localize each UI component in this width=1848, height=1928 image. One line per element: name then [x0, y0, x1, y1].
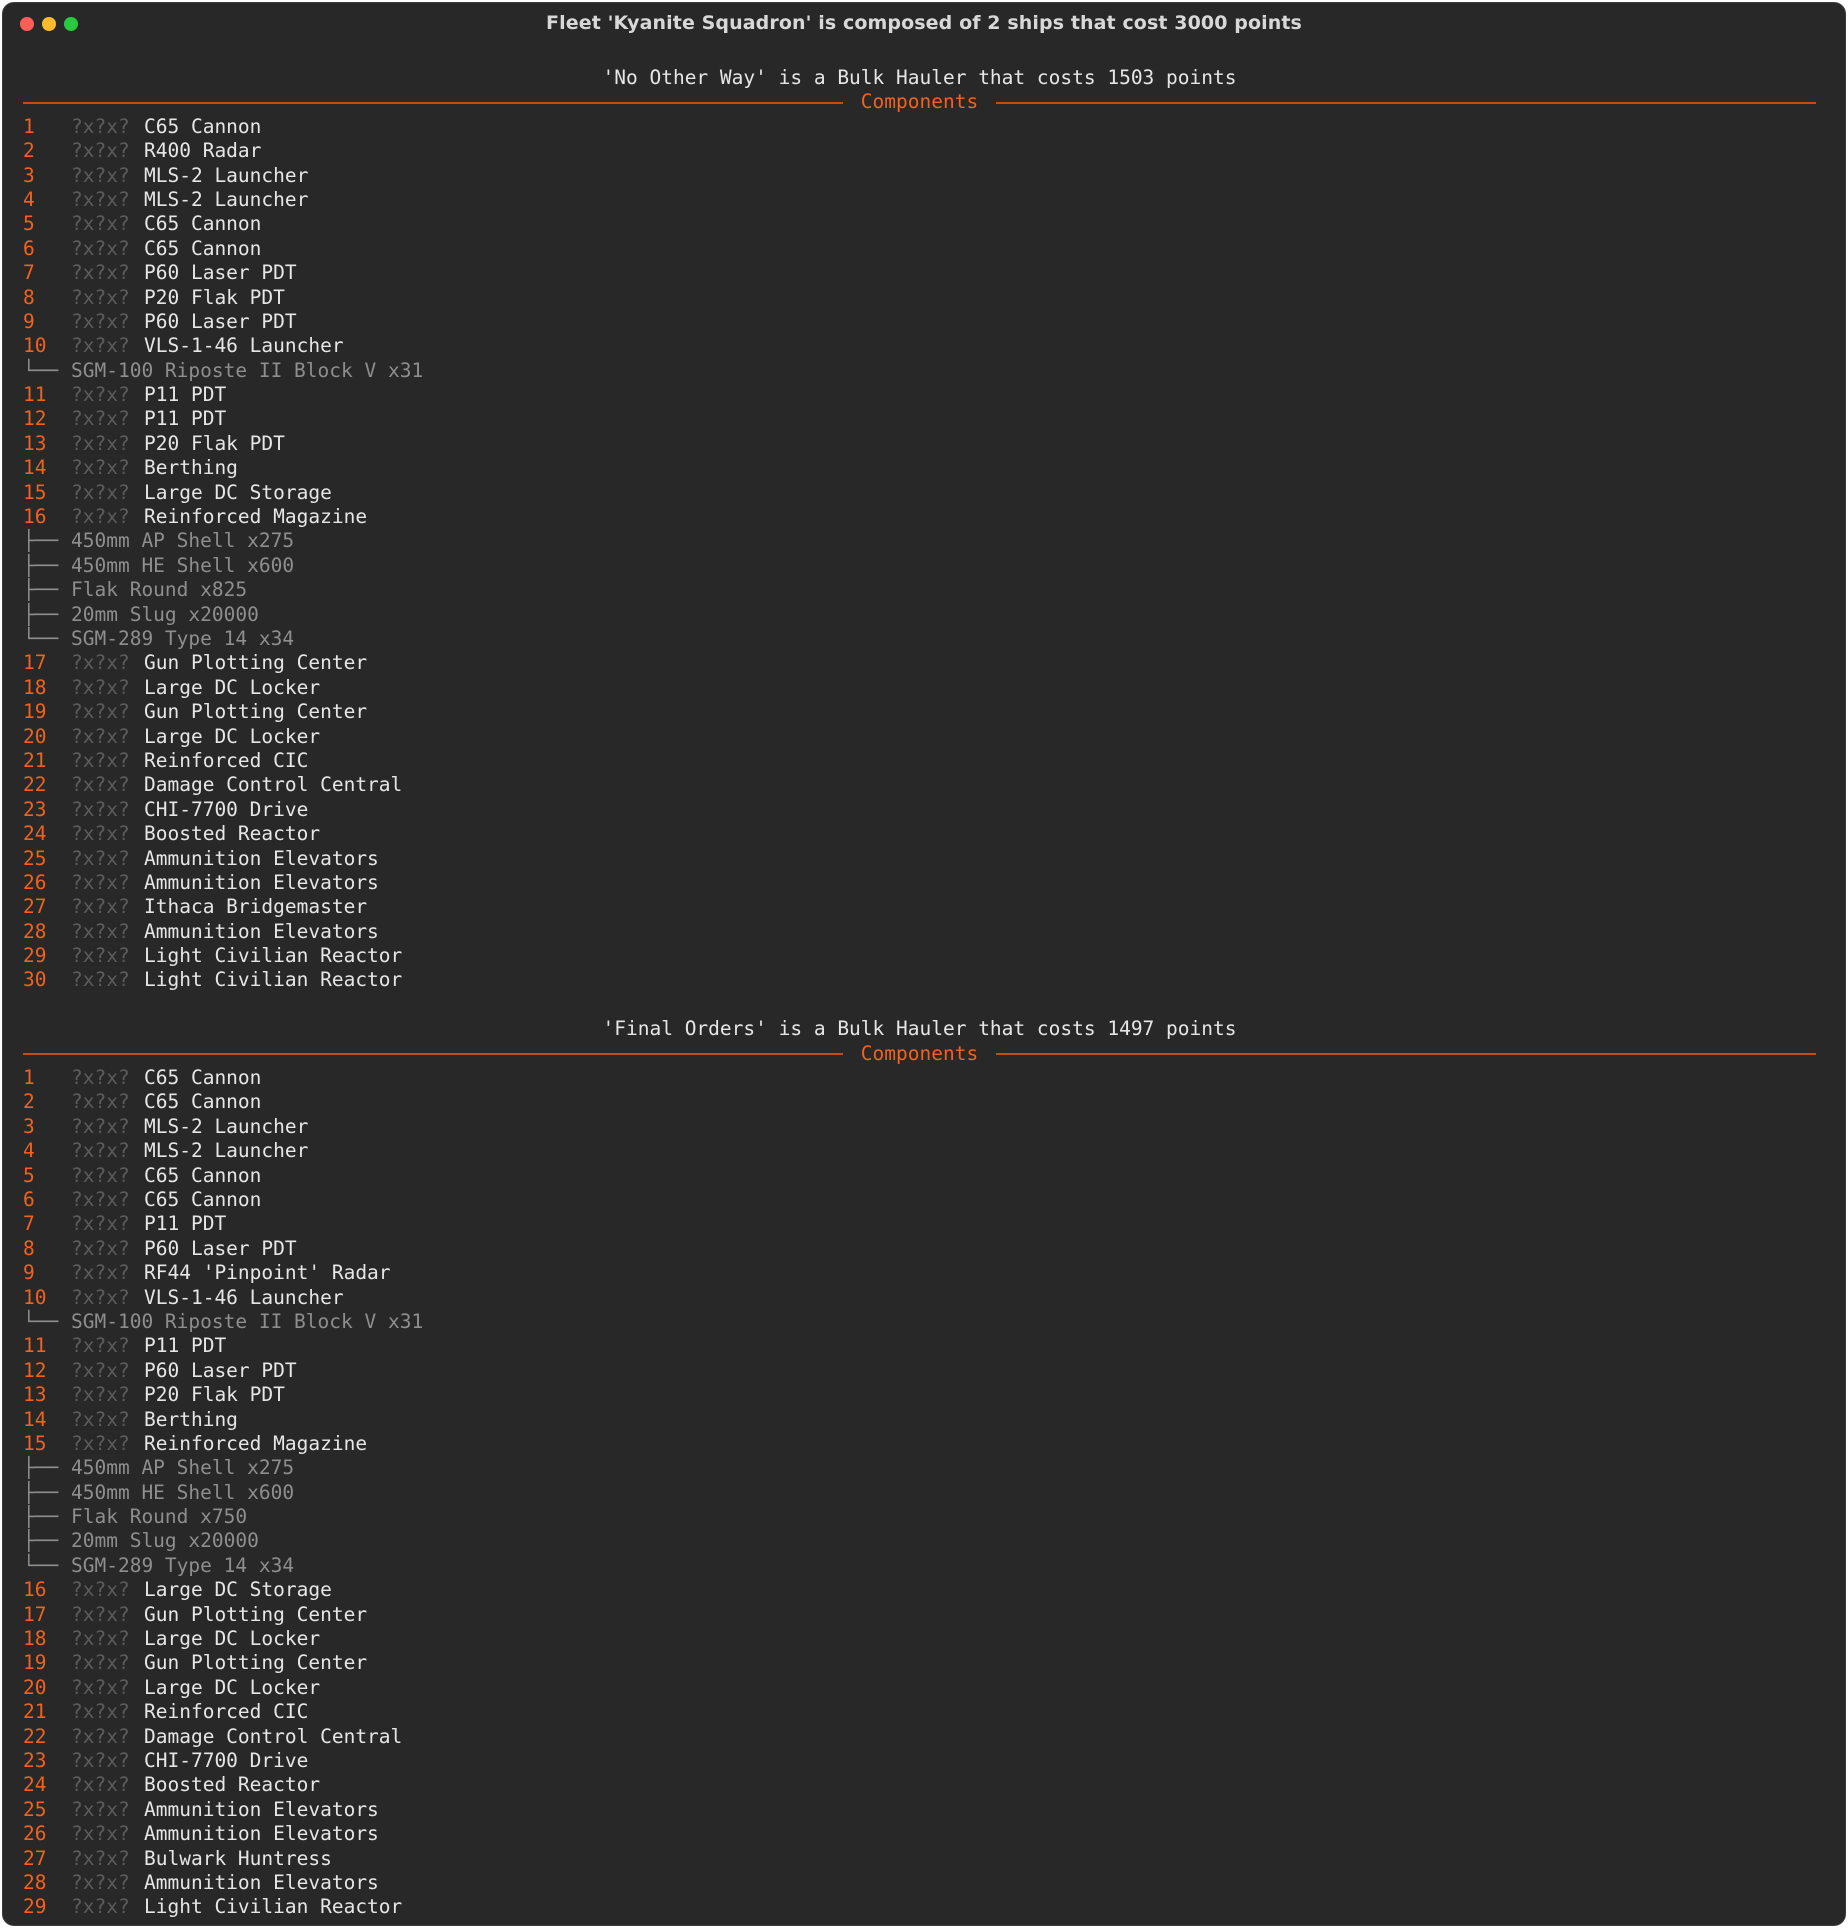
component-size: ?x?x? — [71, 1431, 130, 1455]
tree-branch: └── — [23, 1309, 59, 1333]
component-size: ?x?x? — [71, 1261, 130, 1285]
component-index: 21 — [23, 1700, 47, 1724]
component-size: ?x?x? — [71, 1090, 130, 1114]
component-name: P11 PDT — [144, 407, 227, 431]
component-name: R400 Radar — [144, 139, 262, 163]
component-size: ?x?x? — [71, 1870, 130, 1894]
component-name: Ammunition Elevators — [144, 1870, 379, 1894]
component-name: C65 Cannon — [144, 1188, 262, 1211]
tree-branch: ├── — [23, 578, 59, 602]
component-index: 14 — [23, 456, 47, 480]
component-row — [23, 1383, 1816, 1407]
component-size: ?x?x? — [71, 139, 130, 163]
component-row — [23, 1115, 1816, 1139]
ammo-row — [23, 627, 1816, 651]
component-index: 2 — [23, 1090, 35, 1114]
divider-line — [23, 102, 843, 104]
component-size: ?x?x? — [71, 285, 130, 309]
component-name: Ammunition Elevators — [144, 919, 379, 943]
component-row — [23, 286, 1816, 310]
tree-branch: ├── — [23, 553, 59, 577]
component-index: 8 — [23, 1236, 35, 1260]
component-size: ?x?x? — [71, 1724, 130, 1748]
component-row — [23, 432, 1816, 456]
component-index: 28 — [23, 1870, 47, 1894]
ammo-row — [23, 529, 1816, 553]
component-name: P11 PDT — [144, 1212, 227, 1236]
component-index: 25 — [23, 1797, 47, 1821]
ship-heading: 'No Other Way' is a Bulk Hauler that costs 1503 points — [602, 66, 1237, 89]
tree-branch: ├── — [23, 529, 59, 553]
component-size: ?x?x? — [71, 1578, 130, 1602]
component-index: 3 — [23, 163, 35, 187]
component-name: P60 Laser PDT — [144, 1236, 297, 1260]
section-gap — [23, 993, 1816, 1017]
component-index: 2 — [23, 139, 35, 163]
component-name: Large DC Locker — [144, 675, 321, 699]
component-size: ?x?x? — [71, 407, 130, 431]
ship-section — [23, 1017, 1816, 1919]
component-size: ?x?x? — [71, 1334, 130, 1358]
component-row — [23, 651, 1816, 675]
component-size: ?x?x? — [71, 114, 130, 138]
component-row — [23, 1603, 1816, 1627]
component-row — [23, 383, 1816, 407]
ammo-name: 20mm Slug x20000 — [71, 602, 259, 626]
component-name: VLS-1-46 Launcher — [144, 334, 344, 358]
component-name: Berthing — [144, 1407, 238, 1431]
component-row — [23, 1090, 1816, 1114]
component-name: Gun Plotting Center — [144, 651, 368, 675]
component-index: 10 — [23, 1285, 47, 1309]
tree-branch: ├── — [23, 1480, 59, 1504]
component-index: 16 — [23, 1578, 47, 1602]
component-name: CHI-7700 Drive — [144, 797, 309, 821]
component-row — [23, 164, 1816, 188]
ship-heading: 'Final Orders' is a Bulk Hauler that costs 1497 points — [602, 1017, 1237, 1041]
component-size: ?x?x? — [71, 797, 130, 821]
component-name: P60 Laser PDT — [144, 261, 297, 285]
component-size: ?x?x? — [71, 431, 130, 455]
component-index: 29 — [23, 1895, 47, 1919]
component-row — [23, 505, 1816, 529]
component-row — [23, 115, 1816, 139]
title-bar — [3, 3, 1845, 43]
component-name: Boosted Reactor — [144, 1773, 321, 1797]
component-row — [23, 1139, 1816, 1163]
component-size: ?x?x? — [71, 895, 130, 919]
component-row — [23, 1237, 1816, 1261]
component-index: 13 — [23, 431, 47, 455]
component-row — [23, 212, 1816, 236]
component-size: ?x?x? — [71, 1066, 130, 1090]
component-name: Ithaca Bridgemaster — [144, 895, 368, 919]
component-size: ?x?x? — [71, 1627, 130, 1651]
component-size: ?x?x? — [71, 1212, 130, 1236]
ammo-row — [23, 603, 1816, 627]
component-index: 9 — [23, 309, 35, 333]
component-row — [23, 1700, 1816, 1724]
component-name: Ammunition Elevators — [144, 1822, 379, 1846]
component-index: 26 — [23, 1822, 47, 1846]
divider-line — [996, 1053, 1816, 1055]
component-size: ?x?x? — [71, 456, 130, 480]
component-size: ?x?x? — [71, 651, 130, 675]
component-row — [23, 1725, 1816, 1749]
component-row — [23, 1261, 1816, 1285]
component-row — [23, 334, 1816, 358]
component-index: 8 — [23, 285, 35, 309]
component-size: ?x?x? — [71, 505, 130, 529]
component-size: ?x?x? — [71, 1236, 130, 1260]
component-row — [23, 1408, 1816, 1432]
component-name: Berthing — [144, 456, 238, 480]
component-size: ?x?x? — [71, 1895, 130, 1919]
component-name: P20 Flak PDT — [144, 1383, 285, 1407]
component-size: ?x?x? — [71, 1675, 130, 1699]
component-name: Reinforced CIC — [144, 748, 309, 772]
ammo-row — [23, 1481, 1816, 1505]
component-index: 10 — [23, 334, 47, 358]
ammo-name: Flak Round x825 — [71, 578, 248, 602]
tree-branch: └── — [23, 1553, 59, 1577]
ammo-row — [23, 1310, 1816, 1334]
component-name: Reinforced Magazine — [144, 505, 368, 529]
component-size: ?x?x? — [71, 1602, 130, 1626]
component-name: P11 PDT — [144, 383, 227, 407]
component-index: 22 — [23, 773, 47, 797]
component-name: Large DC Storage — [144, 1578, 332, 1602]
component-index: 20 — [23, 724, 47, 748]
tree-branch: └── — [23, 627, 59, 650]
ammo-name: 450mm AP Shell x275 — [71, 529, 295, 553]
component-index: 21 — [23, 748, 47, 772]
component-size: ?x?x? — [71, 1188, 130, 1211]
component-row — [23, 1798, 1816, 1822]
component-row — [23, 1286, 1816, 1310]
component-row — [23, 1822, 1816, 1846]
component-index: 5 — [23, 212, 35, 236]
component-name: MLS-2 Launcher — [144, 163, 309, 187]
ammo-row — [23, 1456, 1816, 1480]
tree-branch: ├── — [23, 602, 59, 626]
component-name: Ammunition Elevators — [144, 846, 379, 870]
component-row — [23, 871, 1816, 895]
component-row — [23, 1432, 1816, 1456]
component-index: 13 — [23, 1383, 47, 1407]
component-index: 12 — [23, 407, 47, 431]
component-name: Large DC Locker — [144, 724, 321, 748]
ammo-name: SGM-100 Riposte II Block V x31 — [71, 358, 424, 382]
component-index: 19 — [23, 700, 47, 724]
component-size: ?x?x? — [71, 480, 130, 504]
component-name: Reinforced CIC — [144, 1700, 309, 1724]
component-index: 18 — [23, 675, 47, 699]
components-label: Components — [860, 1041, 979, 1065]
component-row — [23, 968, 1816, 992]
component-row — [23, 822, 1816, 846]
component-size: ?x?x? — [71, 1139, 130, 1163]
window-title: Fleet 'Kyanite Squadron' is composed of 2 ships that cost 3000 points — [546, 12, 1302, 34]
component-size: ?x?x? — [71, 261, 130, 285]
component-name: RF44 'Pinpoint' Radar — [144, 1261, 391, 1285]
component-index: 17 — [23, 1602, 47, 1626]
component-index: 27 — [23, 1846, 47, 1870]
component-name: P11 PDT — [144, 1334, 227, 1358]
component-size: ?x?x? — [71, 968, 130, 992]
component-name: C65 Cannon — [144, 236, 262, 260]
component-name: Ammunition Elevators — [144, 1797, 379, 1821]
component-name: C65 Cannon — [144, 1066, 262, 1090]
component-index: 4 — [23, 1139, 35, 1163]
component-name: C65 Cannon — [144, 1163, 262, 1187]
component-index: 22 — [23, 1724, 47, 1748]
component-row — [23, 847, 1816, 871]
component-name: MLS-2 Launcher — [144, 187, 309, 211]
component-index: 20 — [23, 1675, 47, 1699]
component-index: 6 — [23, 1188, 35, 1211]
divider-line — [996, 102, 1816, 104]
component-size: ?x?x? — [71, 1700, 130, 1724]
component-index: 15 — [23, 1431, 47, 1455]
component-index: 6 — [23, 236, 35, 260]
component-row — [23, 310, 1816, 334]
component-row — [23, 1578, 1816, 1602]
component-row — [23, 1212, 1816, 1236]
component-size: ?x?x? — [71, 1822, 130, 1846]
component-index: 16 — [23, 505, 47, 529]
component-size: ?x?x? — [71, 1651, 130, 1675]
component-row — [23, 407, 1816, 431]
component-index: 17 — [23, 651, 47, 675]
component-index: 14 — [23, 1407, 47, 1431]
component-name: P60 Laser PDT — [144, 309, 297, 333]
component-name: MLS-2 Launcher — [144, 1139, 309, 1163]
component-index: 25 — [23, 846, 47, 870]
ammo-name: Flak Round x750 — [71, 1505, 248, 1529]
component-name: Reinforced Magazine — [144, 1431, 368, 1455]
component-size: ?x?x? — [71, 944, 130, 968]
component-size: ?x?x? — [71, 334, 130, 358]
component-index: 11 — [23, 383, 47, 407]
component-name: Gun Plotting Center — [144, 700, 368, 724]
component-name: VLS-1-46 Launcher — [144, 1285, 344, 1309]
component-index: 26 — [23, 870, 47, 894]
component-row — [23, 1334, 1816, 1358]
component-size: ?x?x? — [71, 1163, 130, 1187]
component-index: 28 — [23, 919, 47, 943]
ammo-name: SGM-100 Riposte II Block V x31 — [71, 1309, 424, 1333]
component-size: ?x?x? — [71, 1285, 130, 1309]
tree-branch: └── — [23, 358, 59, 382]
component-size: ?x?x? — [71, 773, 130, 797]
component-name: Gun Plotting Center — [144, 1651, 368, 1675]
tree-branch: ├── — [23, 1456, 59, 1480]
component-index: 27 — [23, 895, 47, 919]
component-index: 19 — [23, 1651, 47, 1675]
component-row — [23, 1676, 1816, 1700]
component-row — [23, 1773, 1816, 1797]
component-row — [23, 676, 1816, 700]
component-name: Large DC Storage — [144, 480, 332, 504]
component-size: ?x?x? — [71, 700, 130, 724]
component-size: ?x?x? — [71, 675, 130, 699]
component-row — [23, 895, 1816, 919]
component-name: Damage Control Central — [144, 1724, 403, 1748]
component-index: 12 — [23, 1358, 47, 1382]
component-row — [23, 456, 1816, 480]
component-name: C65 Cannon — [144, 1090, 262, 1114]
ammo-name: 450mm AP Shell x275 — [71, 1456, 295, 1480]
component-size: ?x?x? — [71, 1358, 130, 1382]
component-row — [23, 773, 1816, 797]
component-index: 1 — [23, 1066, 35, 1090]
ammo-name: SGM-289 Type 14 x34 — [71, 627, 295, 650]
component-name: Light Civilian Reactor — [144, 968, 403, 992]
component-name: P20 Flak PDT — [144, 285, 285, 309]
tree-branch: ├── — [23, 1529, 59, 1553]
components-label: Components — [860, 90, 979, 114]
component-row — [23, 798, 1816, 822]
terminal-window — [2, 2, 1846, 1926]
component-name: Damage Control Central — [144, 773, 403, 797]
component-index: 5 — [23, 1163, 35, 1187]
component-size: ?x?x? — [71, 1846, 130, 1870]
ammo-row — [23, 359, 1816, 383]
component-name: C65 Cannon — [144, 114, 262, 138]
component-row — [23, 1651, 1816, 1675]
component-row — [23, 944, 1816, 968]
component-row — [23, 1188, 1816, 1212]
component-name: C65 Cannon — [144, 212, 262, 236]
component-size: ?x?x? — [71, 1748, 130, 1772]
ammo-row — [23, 1505, 1816, 1529]
ammo-row — [23, 1554, 1816, 1578]
components-divider — [23, 1042, 1816, 1066]
component-index: 15 — [23, 480, 47, 504]
component-index: 3 — [23, 1114, 35, 1138]
component-row — [23, 188, 1816, 212]
component-name: Ammunition Elevators — [144, 870, 379, 894]
component-row — [23, 1164, 1816, 1188]
component-row — [23, 1871, 1816, 1895]
component-name: P20 Flak PDT — [144, 431, 285, 455]
component-name: CHI-7700 Drive — [144, 1748, 309, 1772]
component-row — [23, 237, 1816, 261]
component-size: ?x?x? — [71, 748, 130, 772]
component-row — [23, 700, 1816, 724]
ammo-row — [23, 1529, 1816, 1553]
component-index: 23 — [23, 797, 47, 821]
component-index: 7 — [23, 261, 35, 285]
component-size: ?x?x? — [71, 187, 130, 211]
component-size: ?x?x? — [71, 919, 130, 943]
component-index: 29 — [23, 944, 47, 968]
ammo-name: 450mm HE Shell x600 — [71, 553, 295, 577]
component-name: P60 Laser PDT — [144, 1358, 297, 1382]
component-size: ?x?x? — [71, 1114, 130, 1138]
component-size: ?x?x? — [71, 1797, 130, 1821]
component-index: 18 — [23, 1627, 47, 1651]
ammo-row — [23, 578, 1816, 602]
component-size: ?x?x? — [71, 383, 130, 407]
component-name: Large DC Locker — [144, 1627, 321, 1651]
component-index: 7 — [23, 1212, 35, 1236]
tree-branch: ├── — [23, 1505, 59, 1529]
ammo-name: 450mm HE Shell x600 — [71, 1480, 295, 1504]
component-index: 11 — [23, 1334, 47, 1358]
component-row — [23, 139, 1816, 163]
component-size: ?x?x? — [71, 1383, 130, 1407]
component-name: MLS-2 Launcher — [144, 1114, 309, 1138]
component-size: ?x?x? — [71, 724, 130, 748]
component-row — [23, 1066, 1816, 1090]
component-size: ?x?x? — [71, 236, 130, 260]
component-row — [23, 920, 1816, 944]
ammo-name: SGM-289 Type 14 x34 — [71, 1553, 295, 1577]
component-name: Gun Plotting Center — [144, 1602, 368, 1626]
component-size: ?x?x? — [71, 1407, 130, 1431]
component-row — [23, 725, 1816, 749]
component-index: 23 — [23, 1748, 47, 1772]
component-size: ?x?x? — [71, 822, 130, 846]
component-index: 24 — [23, 1773, 47, 1797]
component-name: Light Civilian Reactor — [144, 944, 403, 968]
component-index: 9 — [23, 1261, 35, 1285]
terminal-output — [23, 66, 1816, 1920]
component-name: Large DC Locker — [144, 1675, 321, 1699]
component-size: ?x?x? — [71, 1773, 130, 1797]
component-row — [23, 1627, 1816, 1651]
component-index: 24 — [23, 822, 47, 846]
component-index: 30 — [23, 968, 47, 992]
component-name: Boosted Reactor — [144, 822, 321, 846]
component-row — [23, 749, 1816, 773]
component-row — [23, 261, 1816, 285]
component-size: ?x?x? — [71, 870, 130, 894]
component-row — [23, 1749, 1816, 1773]
component-name: Bulwark Huntress — [144, 1846, 332, 1870]
component-name: Light Civilian Reactor — [144, 1895, 403, 1919]
component-size: ?x?x? — [71, 846, 130, 870]
component-size: ?x?x? — [71, 163, 130, 187]
divider-line — [23, 1053, 843, 1055]
component-row — [23, 1847, 1816, 1871]
component-size: ?x?x? — [71, 212, 130, 236]
component-row — [23, 1895, 1816, 1919]
ship-section — [23, 66, 1816, 993]
component-row — [23, 1359, 1816, 1383]
component-index: 1 — [23, 114, 35, 138]
component-size: ?x?x? — [71, 309, 130, 333]
components-divider — [23, 90, 1816, 114]
component-index: 4 — [23, 187, 35, 211]
ammo-name: 20mm Slug x20000 — [71, 1529, 259, 1553]
component-row — [23, 481, 1816, 505]
ammo-row — [23, 554, 1816, 578]
